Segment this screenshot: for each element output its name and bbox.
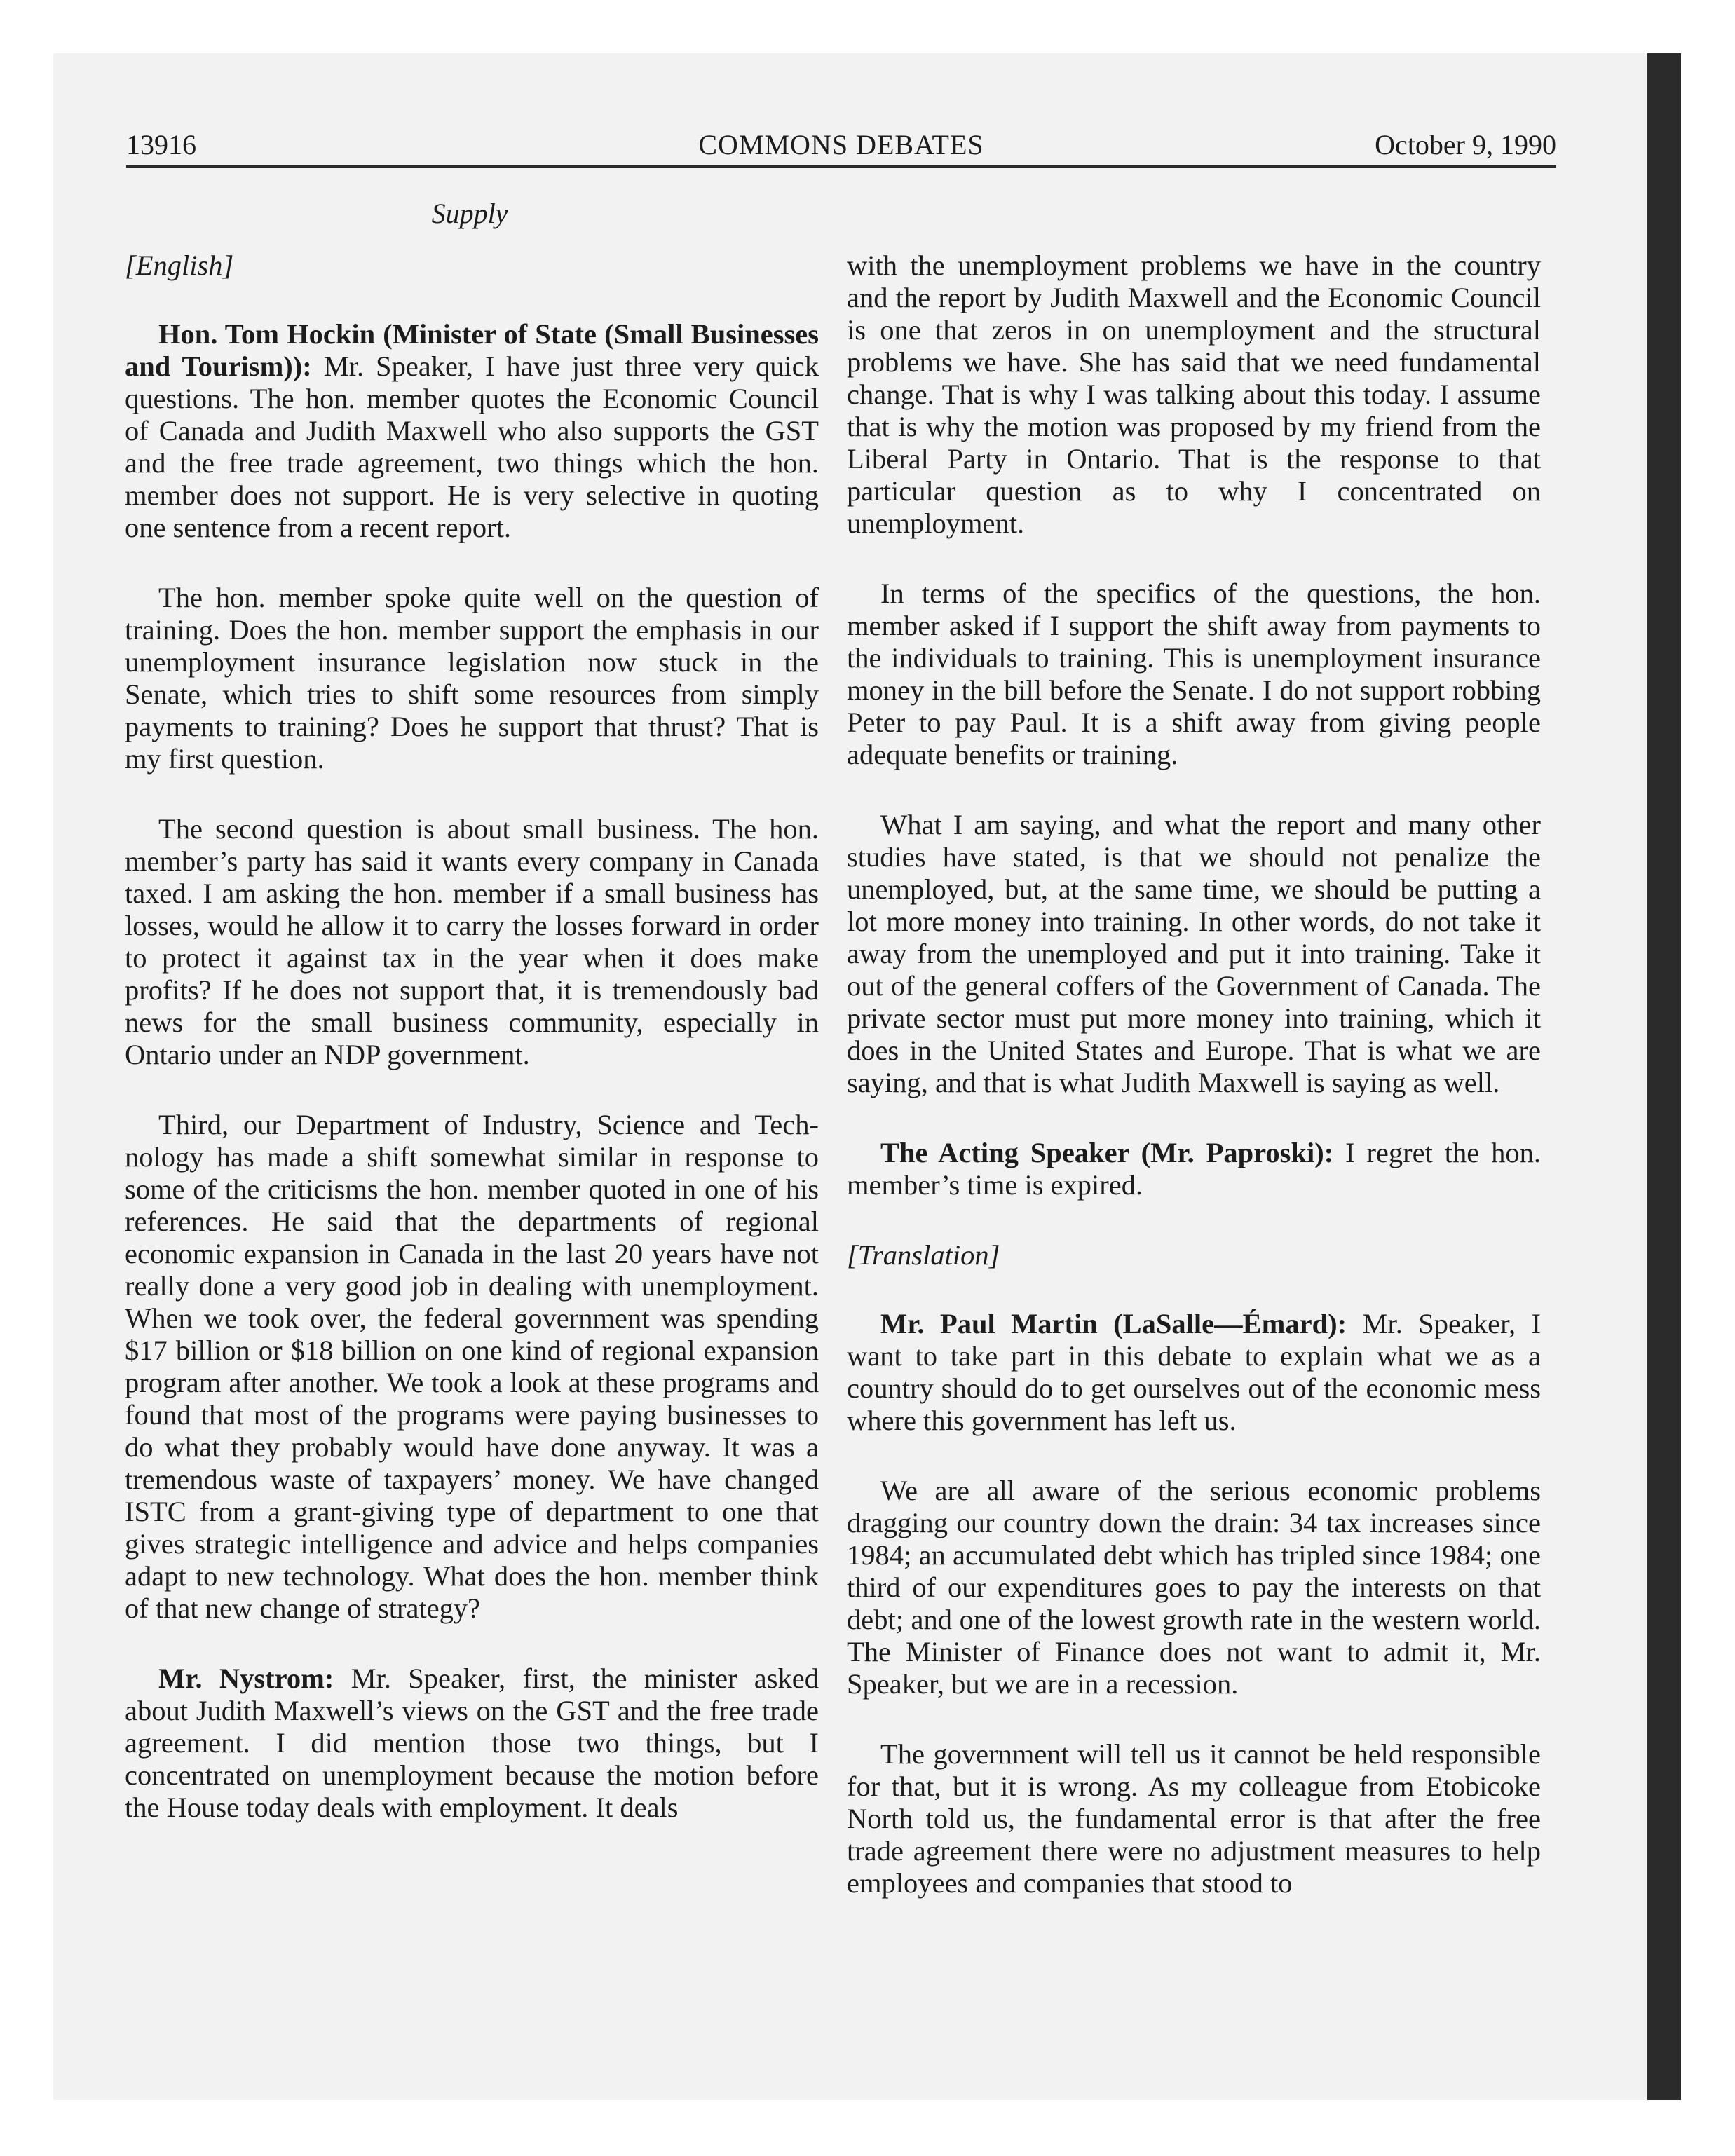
paragraph-text: Mr. Speaker, first, the minister asked about Judith Maxwell’s views on the GST and the free trade agreement. I did mention those two things, but I concentrated on unemployment because the motion before the House today deals with employment. It deals (125, 1663, 819, 1823)
header-rule (126, 165, 1556, 168)
paragraph (125, 318, 819, 544)
paragraph (125, 1663, 819, 1824)
speaker-name: Hon. Tom Hockin (Minister of State (Small Businesses and Tourism)): (125, 318, 819, 382)
paragraph-text: Mr. Speaker, I want to take part in this debate to explain what we as a country should do to get ourselves out of the economic mess where this government has left us. (847, 1308, 1541, 1436)
speaker-name: The Acting Speaker (Mr. Paproski): (880, 1137, 1334, 1168)
paragraph: We are all aware of the serious economic problems dragging our country down the drain: 34 tax increases since 1984; an accumulated debt which has tripled since 1984; one third of our expenditures goes to pay the interests on that debt; and one of the lowest growth rate in the western world. The Minister of Finance does not want to admit it, Mr. Speaker, but we are in a recession. (847, 1475, 1541, 1700)
paragraph-text: I regret the hon. member’s time is expired. (847, 1137, 1541, 1201)
section-title: Supply (431, 198, 508, 229)
speaker-name: Mr. Nystrom: (158, 1663, 334, 1694)
page-number: 13916 (126, 129, 196, 161)
language-tag: [English] (125, 250, 234, 281)
right-column (847, 250, 1541, 1937)
language-tag: [Translation] (847, 1239, 1000, 1271)
paragraph (847, 1137, 1541, 1201)
paragraph: The government will tell us it cannot be held responsible for that, but it is wrong. As my colleague from Etobicoke North told us, the fundamental error is that after the free trade agreement there were no adjustment measures to help employees and companies that stood to (847, 1738, 1541, 1899)
speaker-name: Mr. Paul Martin (LaSalle—Émard): (880, 1308, 1347, 1339)
paragraph (847, 1308, 1541, 1437)
scan-edge-shadow (1647, 53, 1681, 2100)
paragraph: In terms of the specifics of the questions, the hon. member asked if I support the shift away from payments to the individuals to training. This is unemployment insurance money in the bill before the Senate. I do not support robbing Peter to pay Paul. It is a shift away from giving people adequate benefits or training. (847, 578, 1541, 770)
paragraph: The hon. member spoke quite well on the question of training. Does the hon. member support the emphasis in our unemployment insurance legislation now stuck in the Senate, which tries to shift some resources from simply payments to training? Does he support that thrust? That is my first question. (125, 582, 819, 775)
header-date: October 9, 1990 (1375, 129, 1556, 161)
running-header (126, 126, 1556, 164)
paragraph: What I am saying, and what the report and many other studies have stated, is that we should not penalize the unemployed, but, at the same time, we should be putting a lot more money into training. In other words, do not take it away from the unemployed and put it into training. Take it out of the general coffers of the Government of Canada. The private sector must put more money into training, which it does in the United States and Europe. That is what we are saying, and that is what Judith Maxwell is saying as well. (847, 809, 1541, 1098)
paragraph-text: Mr. Speaker, I have just three very quick questions. The hon. member quotes the Economic Council of Canada and Judith Maxwell who also supports the GST and the free trade agreement, two things which the hon. member does not support. He is very selective in quoting one sentence from a recent report. (125, 350, 819, 543)
left-column (125, 250, 819, 1862)
paragraph-continued: with the unemployment problems we have in the country and the report by Judith Maxwell and the Economic Council is one that zeros in on unemployment and the structural problems we have. She has said that we need fundamental change. That is why I was talking about this today. I assume that is why the motion was proposed by my friend from the Liberal Party in Ontario. That is the response to that particular question as to why I concentrated on unemployment. (847, 250, 1541, 539)
journal-title: COMMONS DEBATES (698, 129, 984, 161)
paragraph: Third, our Department of Industry, Science and Technology has made a shift somewhat similar in response to some of the criticisms the hon. member quoted in one of his references. He said that the departments of regional economic expansion in Canada in the last 20 years have not really done a very good job in dealing with unemployment. When we took over, the federal government was spending $17 billion or $18 billion on one kind of regional expansion program after another. We took a look at these programs and found that most of the programs were paying businesses to do what they probably would have done anyway. It was a tremendous waste of taxpayers’ money. We have changed ISTC from a grant-giving type of department to one that gives strategic intelligence and advice and helps companies adapt to new technology. What does the hon. member think of that new change of strategy? (125, 1109, 819, 1624)
paragraph: The second question is about small business. The hon. member’s party has said it wants every company in Canada taxed. I am asking the hon. member if a small business has losses, would he allow it to carry the losses forward in order to protect it against tax in the year when it does make profits? If he does not support that, it is tremendously bad news for the small business community, especially in Ontario under an NDP government. (125, 813, 819, 1070)
